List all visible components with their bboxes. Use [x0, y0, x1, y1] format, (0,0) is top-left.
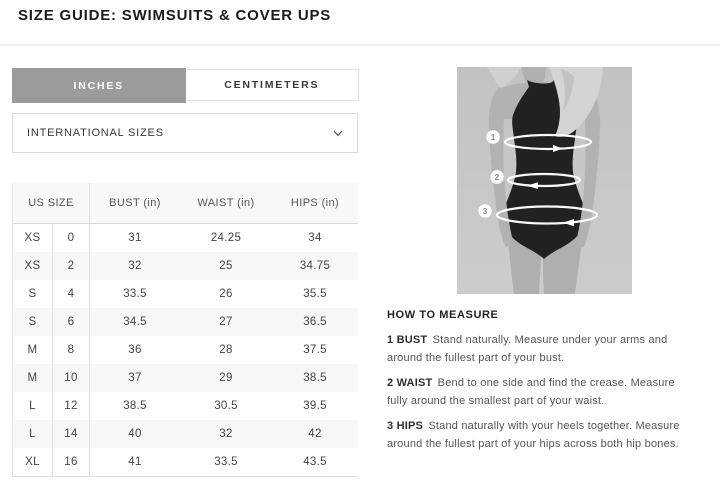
cell-bust: 37: [128, 372, 142, 384]
cell-hips: 37.5: [303, 344, 327, 356]
size-table-body: [13, 224, 358, 476]
measurement-diagram-image: [457, 67, 632, 294]
cell-hips: 34.75: [299, 260, 331, 272]
cell-waist: 24.25: [210, 232, 242, 244]
cell-bust: 32: [128, 260, 142, 272]
cell-us: 8: [53, 336, 90, 364]
cell-bust: 34.5: [123, 316, 147, 328]
how-to-measure-heading: HOW TO MEASURE: [387, 309, 499, 321]
cell-waist: 30.5: [214, 400, 238, 412]
cell-size: XL: [13, 448, 53, 476]
measure-step-lead: 2 WAIST: [387, 377, 433, 389]
cell-us: 14: [53, 420, 90, 448]
cell-us: 16: [53, 448, 90, 476]
cell-us: 10: [53, 364, 90, 392]
header-hips: HIPS (in): [290, 197, 340, 209]
size-table: [12, 183, 358, 477]
cell-waist: 32: [219, 428, 233, 440]
cell-bust: 33.5: [123, 288, 147, 300]
table-row: [13, 336, 358, 364]
tab-inches[interactable]: INCHES: [12, 68, 186, 103]
cell-size: L: [13, 392, 53, 420]
measure-step-text: Stand naturally with your heels together. Measure around the fullest part of your hips across both hip bones.: [387, 420, 680, 450]
cell-hips: 36.5: [303, 316, 327, 328]
cell-hips: 39.5: [303, 400, 327, 412]
bust-badge-number: 1: [490, 132, 496, 143]
measure-step-text: Stand naturally. Measure under your arms and around the fullest part of your bust.: [387, 334, 668, 364]
measure-step-text: Bend to one side and find the crease. Measure fully around the smallest part of your waist.: [387, 377, 675, 407]
cell-waist: 28: [219, 344, 233, 356]
cell-size: XS: [13, 252, 53, 280]
cell-us: 0: [53, 224, 90, 252]
cell-bust: 36: [128, 344, 142, 356]
cell-us: 2: [53, 252, 90, 280]
tab-centimeters[interactable]: CENTIMETERS: [186, 69, 360, 101]
cell-waist: 26: [219, 288, 233, 300]
cell-hips: 34: [308, 232, 322, 244]
cell-us: 12: [53, 392, 90, 420]
international-sizes-dropdown[interactable]: [12, 113, 358, 153]
cell-waist: 29: [219, 372, 233, 384]
waist-badge-number: 2: [494, 172, 500, 183]
measure-step: [387, 375, 693, 410]
page-title: SIZE GUIDE: SWIMSUITS & COVER UPS: [18, 7, 332, 24]
cell-hips: 42: [308, 428, 322, 440]
cell-bust: 41: [128, 456, 142, 468]
cell-bust: 38.5: [123, 400, 147, 412]
header-us-size: US SIZE: [13, 183, 90, 223]
cell-size: S: [13, 280, 53, 308]
cell-bust: 31: [128, 232, 142, 244]
cell-waist: 25: [219, 260, 233, 272]
unit-tabs: [12, 68, 359, 103]
cell-size: M: [13, 336, 53, 364]
table-row: [13, 280, 358, 308]
cell-waist: 27: [219, 316, 233, 328]
table-row: [13, 448, 358, 476]
cell-hips: 38.5: [303, 372, 327, 384]
table-row: [13, 308, 358, 336]
table-row: [13, 392, 358, 420]
swimsuit-figure-illustration: [457, 67, 632, 294]
measure-step-lead: 1 BUST: [387, 334, 428, 346]
cell-waist: 33.5: [214, 456, 238, 468]
cell-size: M: [13, 364, 53, 392]
cell-us: 4: [53, 280, 90, 308]
size-table-header: [13, 183, 358, 224]
table-row: [13, 224, 358, 252]
cell-us: 6: [53, 308, 90, 336]
cell-hips: 43.5: [303, 456, 327, 468]
measure-step: [387, 332, 693, 367]
header-bust: BUST (in): [109, 197, 161, 209]
cell-size: XS: [13, 224, 53, 252]
how-to-measure-section: [387, 309, 693, 461]
measure-steps: [387, 332, 693, 453]
cell-size: L: [13, 420, 53, 448]
measure-step: [387, 418, 693, 453]
header-waist: WAIST (in): [197, 197, 255, 209]
cell-size: S: [13, 308, 53, 336]
chevron-down-icon: [333, 130, 343, 137]
hips-badge-number: 3: [482, 206, 488, 217]
cell-hips: 35.5: [303, 288, 327, 300]
cell-bust: 40: [128, 428, 142, 440]
table-row: [13, 364, 358, 392]
table-row: [13, 420, 358, 448]
table-row: [13, 252, 358, 280]
header-divider: [0, 44, 720, 46]
dropdown-selected-value: INTERNATIONAL SIZES: [27, 127, 164, 139]
measure-step-lead: 3 HIPS: [387, 420, 424, 432]
